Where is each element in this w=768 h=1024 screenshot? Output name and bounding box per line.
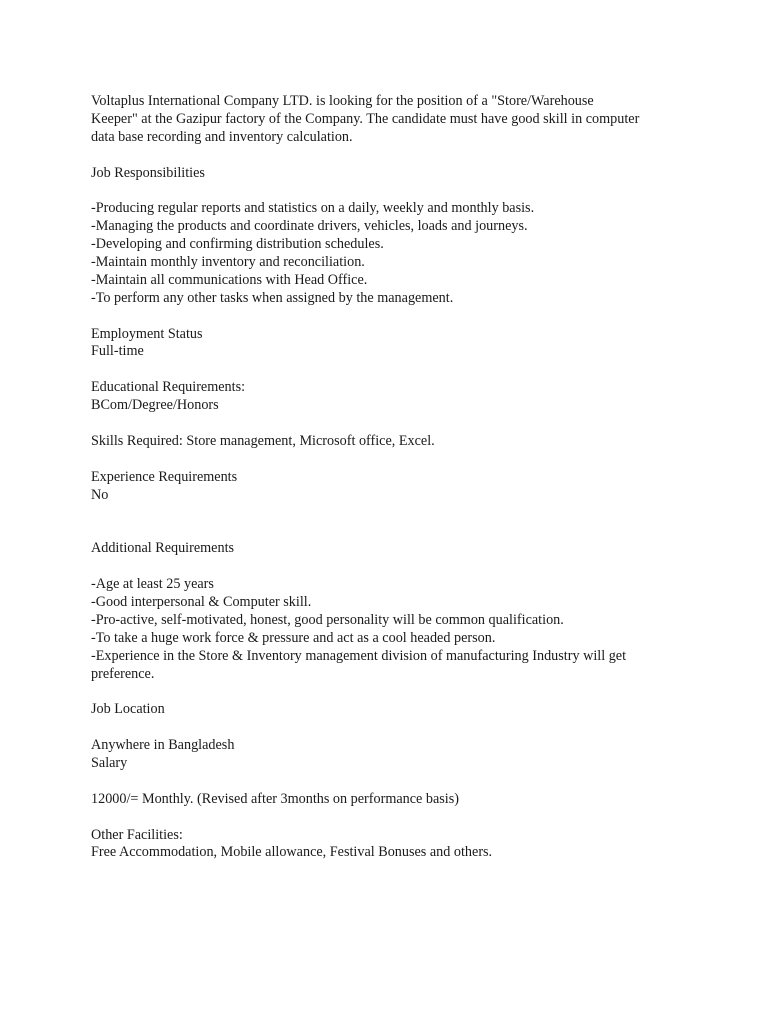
salary-section <box>91 755 691 809</box>
list-item: -Experience in the Store & Inventory management division of manufacturing Industry will get <box>91 647 627 664</box>
intro-line: Voltaplus International Company LTD. is looking for the position of a "Store/Warehouse <box>91 93 594 109</box>
list-item: -To perform any other tasks when assigned by the management. <box>91 289 454 306</box>
skills-line: Skills Required: Store management, Microsoft office, Excel. <box>91 432 435 449</box>
location-value: Anywhere in Bangladesh <box>91 737 235 754</box>
intro-paragraph <box>91 93 691 147</box>
responsibilities-heading: Job Responsibilities <box>91 164 205 181</box>
list-item: -Maintain monthly inventory and reconciliation. <box>91 254 365 271</box>
additional-section <box>91 540 691 683</box>
list-item: -Developing and confirming distribution schedules. <box>91 236 384 253</box>
education-heading: Educational Requirements: <box>91 379 246 396</box>
list-item: -Managing the products and coordinate drivers, vehicles, loads and journeys. <box>91 218 528 235</box>
salary-heading: Salary <box>91 754 128 771</box>
facilities-heading: Other Facilities: <box>91 826 183 843</box>
list-item: preference. <box>91 665 155 682</box>
salary-value: 12000/= Monthly. (Revised after 3months on performance basis) <box>91 790 459 807</box>
intro-line: data base recording and inventory calculation. <box>91 128 353 145</box>
location-heading: Job Location <box>91 701 165 718</box>
intro-line: Keeper" at the Gazipur factory of the Company. The candidate must have good skill in computer <box>91 110 640 127</box>
employment-value: Full-time <box>91 343 144 360</box>
facilities-section <box>91 827 691 863</box>
list-item: -Pro-active, self-motivated, honest, good personality will be common qualification. <box>91 611 564 628</box>
experience-heading: Experience Requirements <box>91 468 238 485</box>
education-value: BCom/Degree/Honors <box>91 397 219 414</box>
additional-heading: Additional Requirements <box>91 540 235 557</box>
list-item: -To take a huge work force & pressure and act as a cool headed person. <box>91 629 496 646</box>
list-item: -Producing regular reports and statistics on a daily, weekly and monthly basis. <box>91 200 535 217</box>
experience-value: No <box>91 486 109 503</box>
employment-heading: Employment Status <box>91 325 203 342</box>
employment-section <box>91 326 691 362</box>
location-section <box>91 701 691 755</box>
list-item: -Age at least 25 years <box>91 576 214 593</box>
facilities-value: Free Accommodation, Mobile allowance, Festival Bonuses and others. <box>91 844 493 861</box>
responsibilities-section <box>91 165 691 308</box>
list-item: -Maintain all communications with Head Office. <box>91 271 368 288</box>
experience-section <box>91 469 691 505</box>
document-body <box>91 93 691 862</box>
list-item: -Good interpersonal & Computer skill. <box>91 593 312 610</box>
education-section <box>91 379 691 415</box>
